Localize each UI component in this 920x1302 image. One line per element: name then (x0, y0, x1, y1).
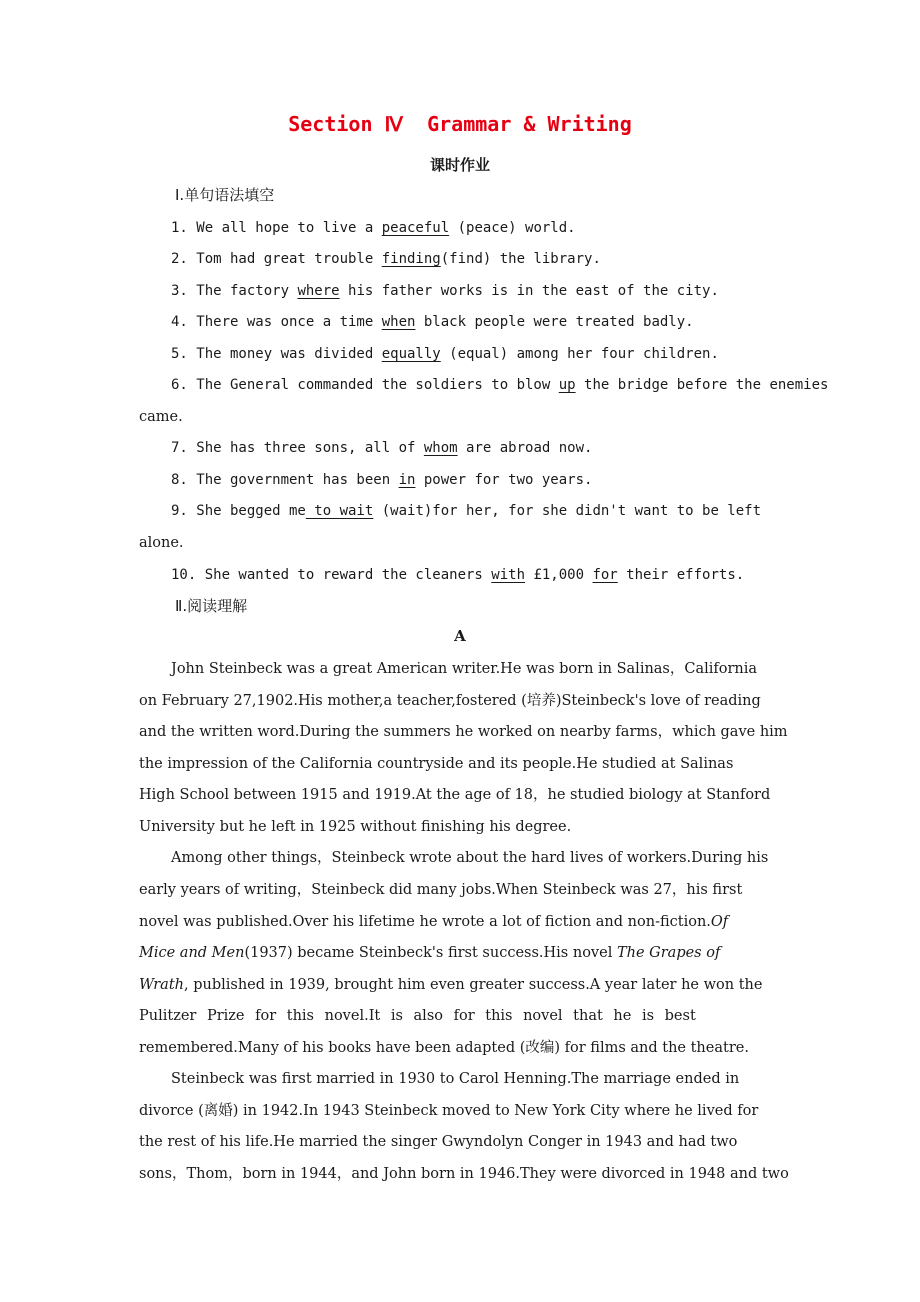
paragraph-line: divorce (离婚) in 1942.In 1943 Steinbeck moved to New York City where he lived for (139, 1103, 759, 1119)
paragraph-line: the impression of the California countryside and its people.He studied at Salinas (139, 756, 734, 772)
question-2 (171, 249, 821, 269)
question-8 (171, 470, 821, 490)
question-5 (171, 344, 821, 364)
question-text: his father works is in the east of the city. (339, 283, 719, 299)
answer-blank: equally (381, 346, 441, 362)
question-text: (wait)for her, for she didn't want to be left (373, 503, 762, 519)
paragraph-line (139, 975, 819, 995)
paragraph-line: Steinbeck was first married in 1930 to Carol Henning.The marriage ended in (171, 1071, 740, 1087)
page-subtitle: 课时作业 (429, 156, 490, 174)
book-title: The Grapes of (616, 945, 721, 961)
passage-label: A (454, 627, 466, 645)
question-text: £1,000 (525, 567, 593, 583)
question-text: 2. Tom had great trouble (171, 251, 382, 267)
question-text: the bridge before the enemies (575, 377, 829, 393)
question-text: 9. She begged me (171, 503, 306, 519)
answer-blank: finding (381, 251, 441, 267)
question-text: 10. She wanted to reward the cleaners (171, 567, 492, 583)
answer-blank: for (592, 567, 618, 583)
answer-blank: with (491, 567, 526, 583)
question-4 (171, 312, 821, 332)
question-10 (171, 565, 821, 585)
paragraph-line: University but he left in 1925 without finishing his degree. (139, 819, 572, 835)
book-title: Of (710, 914, 729, 930)
question-text: their efforts. (617, 567, 745, 583)
answer-blank: to wait (305, 503, 374, 519)
book-title: Wrath (139, 977, 184, 993)
question-text: 4. There was once a time (171, 314, 382, 330)
question-text: 7. She has three sons, all of (171, 440, 424, 456)
question-text: power for two years. (415, 472, 593, 488)
question-text: (peace) world. (449, 220, 576, 236)
question-text: 8. The government has been (171, 472, 399, 488)
book-title: Mice and Men (139, 945, 245, 961)
paragraph-line: and the written word.During the summers he worked on nearby farms，which gave him (139, 724, 788, 740)
question-text: 1. We all hope to live a (171, 220, 382, 236)
paragraph-line: remembered.Many of his books have been adapted (改编) for films and the theatre. (139, 1040, 749, 1056)
question-6-continuation: came. (139, 409, 183, 425)
question-7 (171, 438, 821, 458)
answer-blank: in (398, 472, 416, 488)
question-text: (equal) among her four children. (440, 346, 719, 362)
paragraph-text: (1937) became Steinbeck's first success.His novel (244, 945, 617, 961)
question-text: 3. The factory (171, 283, 298, 299)
paragraph-line (139, 943, 819, 963)
question-text: (find) the library. (440, 251, 601, 267)
question-6 (171, 375, 829, 395)
page-title: Section Ⅳ Grammar & Writing (288, 112, 632, 136)
answer-blank: whom (423, 440, 458, 456)
paragraph-text: novel was published.Over his lifetime he wrote a lot of fiction and non-fiction. (139, 914, 711, 930)
paragraph-line: the rest of his life.He married the singer Gwyndolyn Conger in 1943 and had two (139, 1134, 738, 1150)
question-text: black people were treated badly. (415, 314, 694, 330)
paragraph-line: Among other things，Steinbeck wrote about the hard lives of workers.During his (171, 850, 769, 866)
question-3 (171, 281, 821, 301)
section-heading-grammar: Ⅰ.单句语法填空 (175, 186, 275, 204)
paragraph-line: on February 27,1902.His mother,a teacher,fostered (培养)Steinbeck's love of reading (139, 693, 761, 709)
answer-blank: peaceful (381, 220, 450, 236)
paragraph-line: sons，Thom，born in 1944，and John born in 1946.They were divorced in 1948 and two (139, 1166, 789, 1182)
answer-blank: up (558, 377, 576, 393)
question-text: 5. The money was divided (171, 346, 382, 362)
paragraph-line (139, 912, 819, 932)
paragraph-line: John Steinbeck was a great American writer.He was born in Salinas，California (171, 661, 758, 677)
section-heading-reading: Ⅱ.阅读理解 (175, 597, 248, 615)
paragraph-line: early years of writing，Steinbeck did many jobs.When Steinbeck was 27，his first (139, 882, 743, 898)
question-9-continuation: alone. (139, 535, 184, 551)
answer-blank: where (297, 283, 340, 299)
paragraph-line: High School between 1915 and 1919.At the age of 18，he studied biology at Stanford (139, 787, 771, 803)
paragraph-line: Pulitzer Prize for this novel.It is also for this novel that he is best (139, 1008, 696, 1024)
paragraph-text: , published in 1939, brought him even greater success.A year later he won the (184, 977, 763, 993)
question-text: are abroad now. (457, 440, 593, 456)
question-1 (171, 218, 821, 238)
question-9 (171, 501, 821, 521)
question-text: 6. The General commanded the soldiers to blow (171, 377, 559, 393)
answer-blank: when (381, 314, 416, 330)
